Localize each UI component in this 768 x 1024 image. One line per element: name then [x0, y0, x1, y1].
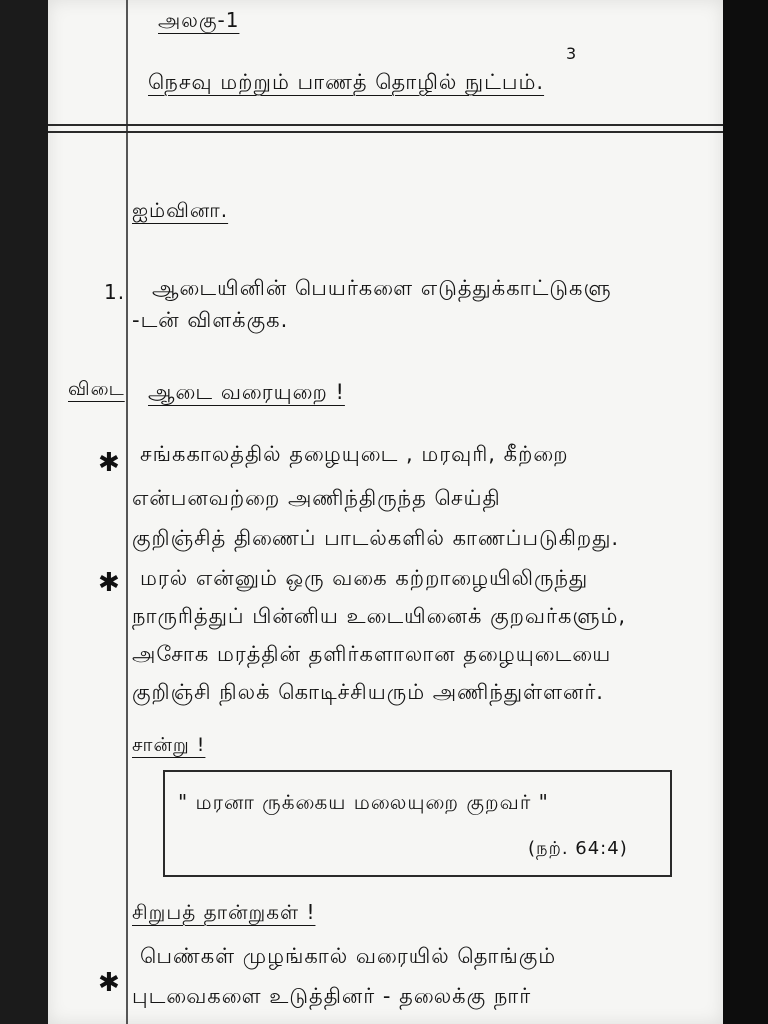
question-number: 1. [104, 280, 126, 304]
section-2-heading: சிறுபத் தான்றுகள் ! [132, 900, 316, 924]
question-heading: ஐம்வினா. [132, 198, 229, 222]
chapter-title: நெசவு மற்றும் பாணத் தொழில் நுட்பம். [148, 70, 545, 94]
example-label: சான்று ! [132, 734, 206, 756]
point-2-line-2: நாருரித்துப் பின்னிய உடையினைக் குறவர்களும், [132, 604, 627, 628]
scan-right-edge [723, 0, 768, 1024]
bullet-star-icon: ✱ [98, 568, 120, 598]
notebook-page [48, 0, 723, 1024]
bullet-star-icon: ✱ [98, 968, 120, 998]
point-3-line-1: பெண்கள் முழங்கால் வரையில் தொங்கும் [140, 944, 557, 968]
bullet-star-icon: ✱ [98, 448, 120, 478]
page-mark: 3 [566, 44, 578, 63]
question-line-1: ஆடையினின் பெயர்களை எடுத்துக்காட்டுகளு [152, 276, 612, 300]
point-2-line-1: மரல் என்னும் ஒரு வகை கற்றாழையிலிருந்து [140, 566, 589, 590]
point-1-line-2: என்பனவற்றை அணிந்திருந்த செய்தி [132, 486, 501, 510]
answer-heading: ஆடை வரையுறை ! [148, 380, 345, 404]
quote-text: " மரனா ருக்கைய மலையுறை குறவர் " [178, 790, 549, 814]
scan-left-edge [0, 0, 48, 1024]
point-2-line-4: குறிஞ்சி நிலக் கொடிச்சியரும் அணிந்துள்ளனர். [132, 680, 604, 704]
header-rule-top [48, 124, 723, 126]
header-rule-bottom [48, 131, 723, 133]
question-line-2: -டன் விளக்குக. [132, 308, 289, 332]
answer-label: விடை [68, 378, 125, 400]
point-1-line-1: சங்ககாலத்தில் தழையுடை , மரவுரி, கீற்றை [140, 442, 569, 466]
quote-citation: (நற். 64:4) [528, 838, 628, 859]
margin-line [126, 0, 128, 1024]
unit-label: அலகு-1 [158, 8, 240, 32]
point-2-line-3: அசோக மரத்தின் தளிர்களாலான தழையுடையை [132, 642, 612, 666]
point-3-line-2: புடவைகளை உடுத்தினர் - தலைக்கு நார் [132, 984, 532, 1008]
point-1-line-3: குறிஞ்சித் திணைப் பாடல்களில் காணப்படுகிறது. [132, 526, 620, 550]
